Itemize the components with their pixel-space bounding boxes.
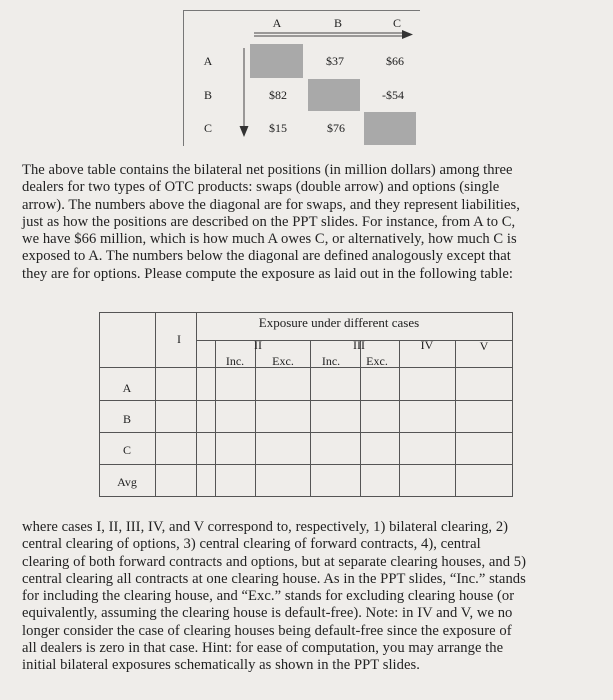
text-line: exposed to A. The numbers below the diagonal are defined analogously except that: [22, 248, 511, 265]
text-line: longer consider the case of clearing houses being default-free since the exposure of: [22, 622, 512, 639]
text-line: just as how the positions are described on the PPT slides. For instance, from A to C,: [22, 213, 516, 230]
exposure-table: [99, 312, 513, 497]
table-col-rule: [455, 340, 456, 497]
matrix-row-header-c: C: [203, 121, 212, 135]
diagonal-cell-cc: [364, 112, 416, 145]
matrix-cell-b-a: $82: [269, 88, 287, 102]
matrix-row-header-a: A: [203, 54, 213, 68]
table-col-rule: [255, 340, 256, 497]
case-header-ii: II: [254, 338, 262, 352]
diagonal-cell-bb: [308, 79, 360, 111]
table-rule-b: [99, 432, 513, 433]
text-line: The above table contains the bilateral net positions (in million dollars) among three: [22, 162, 513, 178]
table-rule-subheaders: [99, 367, 513, 368]
matrix-left-border: [183, 10, 184, 146]
table-title: Exposure under different cases: [258, 315, 420, 330]
text-line: for including the clearing house, and “Exc.” stands for excluding clearing house (or: [22, 588, 515, 605]
matrix-row-header-b: B: [203, 88, 212, 102]
matrix-cell-c-b: $76: [327, 121, 345, 135]
case-header-v: V: [479, 339, 489, 353]
row-label-b: B: [122, 412, 131, 426]
table-border-bottom: [99, 496, 513, 497]
subheader-ii-inc: Inc.: [225, 354, 245, 368]
subheader-iii-inc: Inc.: [321, 354, 341, 368]
matrix-col-header-a: A: [272, 16, 282, 30]
row-label-a: A: [122, 381, 132, 395]
text-line: initial bilateral exposures schematically as shown in the PPT slides.: [22, 657, 420, 674]
row-label-avg: Avg: [117, 475, 137, 489]
text-line: arrow). The numbers above the diagonal are for swaps, and they represent liabilities,: [22, 196, 520, 213]
text-line: equivalently, assuming the clearing house is default-free). Note: in IV and V, we no: [22, 605, 513, 622]
matrix-col-header-c: C: [392, 16, 401, 30]
problem-description: [22, 162, 520, 283]
case-header-iii: III: [353, 338, 365, 352]
table-border-right: [512, 312, 513, 497]
matrix-cell-b-c: -$54: [382, 88, 404, 102]
text-line: dealers for two types of OTC products: swaps (double arrow) and options (single: [22, 179, 500, 196]
case-header-i: I: [177, 332, 181, 346]
text-line: they are for options. Please compute the exposure as laid out in the following table:: [22, 265, 513, 282]
matrix-top-border: [183, 10, 420, 11]
subheader-iii-exc: Exc.: [366, 354, 388, 368]
row-label-c: C: [122, 443, 131, 457]
case-header-iv: IV: [420, 338, 434, 352]
text-line: clearing of both forward contracts and options, but at separate clearing houses, and 5): [22, 553, 527, 570]
text-line: central clearing all contracts at one clearing house. As in the PPT slides, “Inc.” stands: [22, 570, 526, 587]
case-explanation: [22, 519, 526, 675]
text-line: we have $66 million, which is how much A owes C, or alternatively, how much C is: [22, 231, 517, 248]
text-line: where cases I, II, III, IV, and V correspond to, respectively, 1) bilateral clearing, 2): [22, 519, 509, 535]
table-col-rule: [155, 312, 156, 497]
table-rule-c: [99, 464, 513, 465]
subheader-ii-exc: Exc.: [272, 354, 294, 368]
double-arrow-icon: [252, 30, 414, 40]
text-line: central clearing of options, 3) central clearing of forward contracts, 4), central: [22, 536, 481, 553]
table-rule-a: [99, 400, 513, 401]
table-border-top: [99, 312, 513, 313]
diagonal-cell-aa: [250, 44, 303, 78]
table-col-rule: [399, 340, 400, 497]
single-arrow-down-icon: [239, 48, 249, 138]
text-line: all dealers is zero in that case. Hint: for ease of computation, you may arrange the: [22, 640, 504, 657]
matrix-cell-a-c: $66: [386, 54, 404, 68]
table-border-left: [99, 312, 100, 497]
matrix-cell-a-b: $37: [326, 54, 344, 68]
matrix-col-header-b: B: [333, 16, 342, 30]
matrix-cell-c-a: $15: [269, 121, 287, 135]
